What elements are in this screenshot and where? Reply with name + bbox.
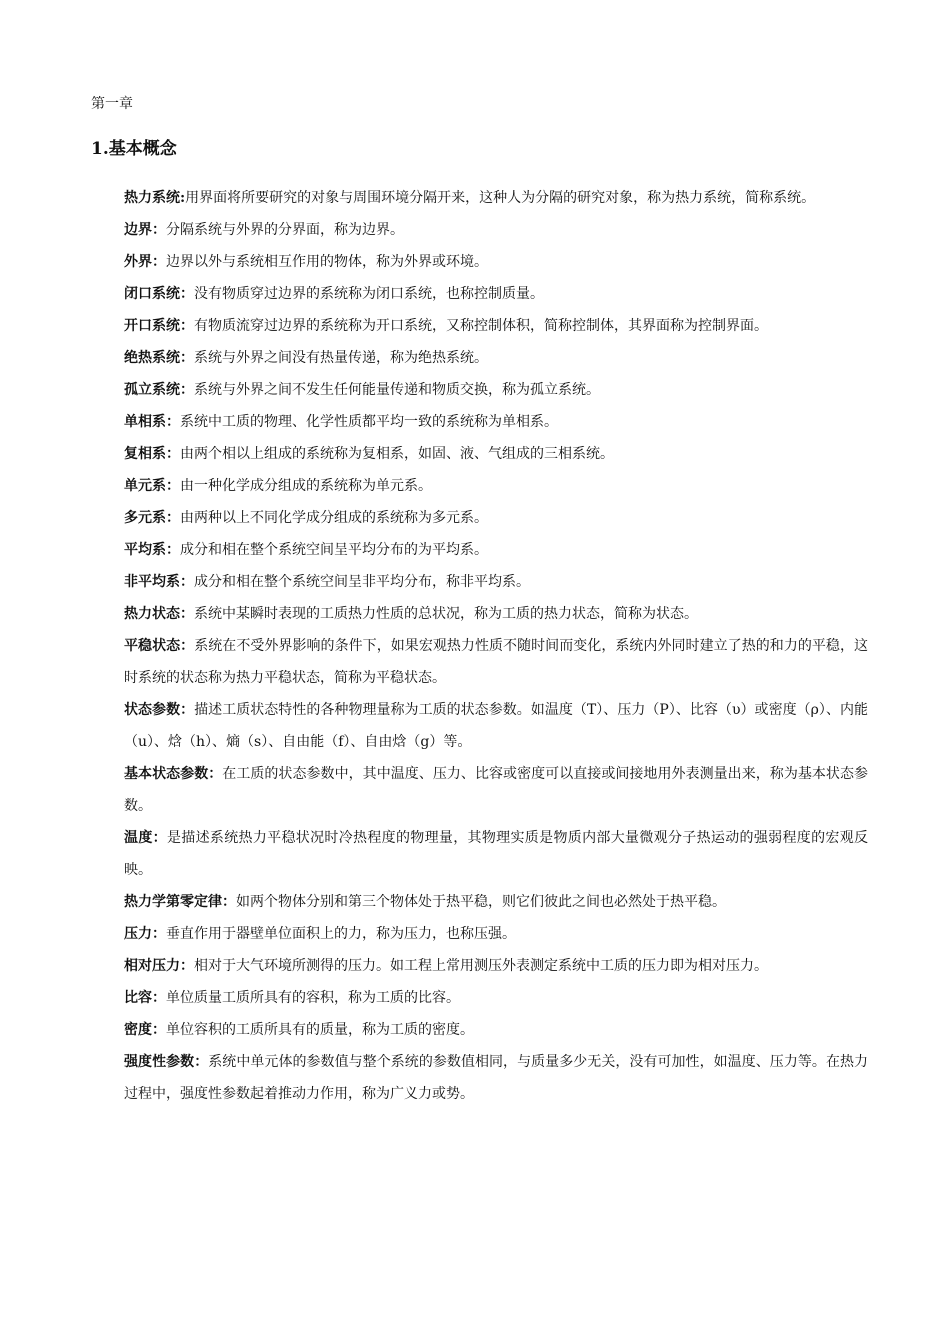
definition-text: 由两个相以上组成的系统称为复相系，如固、液、气组成的三相系统。 — [180, 446, 614, 462]
term-separator: ： — [194, 1054, 209, 1070]
term: 热力系统 — [124, 190, 180, 206]
definition-entry — [124, 438, 868, 470]
definition-entry — [124, 470, 868, 502]
term-separator: ： — [208, 766, 223, 782]
definition-entry — [124, 182, 868, 214]
term-separator: ： — [222, 894, 236, 910]
term-separator: ： — [180, 606, 194, 622]
chapter-heading: 第一章 — [91, 96, 133, 112]
definition-text: 单位容积的工质所具有的质量，称为工质的密度。 — [166, 1022, 474, 1038]
term: 平稳状态 — [124, 638, 181, 654]
term: 复相系 — [124, 446, 166, 462]
term: 多元系 — [124, 510, 166, 526]
definition-text: 如两个物体分别和第三个物体处于热平稳，则它们彼此之间也必然处于热平稳。 — [236, 894, 726, 910]
definition-text: 单位质量工质所具有的容积，称为工质的比容。 — [166, 990, 460, 1006]
definition-text: 是描述系统热力平稳状况时冷热程度的物理量，其物理实质是物质内部大量微观分子热运动的强弱程度的宏观反映。 — [124, 830, 869, 878]
definition-entry — [124, 534, 868, 566]
term: 基本状态参数 — [124, 766, 209, 782]
definition-text: 分隔系统与外界的分界面，称为边界。 — [166, 222, 404, 238]
term-separator: ： — [180, 382, 194, 398]
term: 开口系统 — [124, 318, 180, 334]
term-separator: ： — [180, 574, 194, 590]
definition-entry — [124, 1046, 868, 1110]
definition-entry — [124, 278, 868, 310]
term-separator: ： — [152, 254, 166, 270]
definitions-list — [124, 182, 868, 1110]
definition-entry — [124, 566, 868, 598]
definition-entry — [124, 598, 868, 630]
term: 强度性参数 — [124, 1054, 195, 1070]
term-separator: ： — [152, 222, 166, 238]
term-separator: ： — [152, 830, 167, 846]
definition-entry — [124, 982, 868, 1014]
definition-text: 描述工质状态特性的各种物理量称为工质的状态参数。如温度（T）、压力（P）、比容（υ）或密度（ρ）、内能（u）、焓（h）、熵（s）、自由能（f）、自由焓（g）等。 — [124, 702, 869, 750]
definition-entry — [124, 310, 868, 342]
term-separator: ： — [152, 1022, 166, 1038]
definition-entry — [124, 1014, 868, 1046]
definition-text: 由两种以上不同化学成分组成的系统称为多元系。 — [180, 510, 488, 526]
term: 比容 — [124, 990, 152, 1006]
definition-entry — [124, 918, 868, 950]
term: 边界 — [124, 222, 152, 238]
term: 平均系 — [124, 542, 166, 558]
term: 热力学第零定律 — [124, 894, 222, 910]
term-separator: ： — [180, 318, 194, 334]
term: 孤立系统 — [124, 382, 180, 398]
definition-entry — [124, 214, 868, 246]
definition-entry — [124, 502, 868, 534]
term-separator: ： — [166, 478, 180, 494]
term-separator: ： — [180, 638, 195, 654]
definition-text: 系统中某瞬时表现的工质热力性质的总状况，称为工质的热力状态，简称为状态。 — [194, 606, 698, 622]
term-separator: ： — [152, 990, 166, 1006]
definition-entry — [124, 950, 868, 982]
definition-text: 垂直作用于器壁单位面积上的力，称为压力，也称压强。 — [166, 926, 516, 942]
definition-entry — [124, 246, 868, 278]
term-separator: ： — [152, 926, 166, 942]
definition-entry — [124, 374, 868, 406]
definition-entry — [124, 758, 868, 822]
term: 密度 — [124, 1022, 152, 1038]
definition-entry — [124, 694, 868, 758]
term: 非平均系 — [124, 574, 180, 590]
definition-text: 相对于大气环境所测得的压力。如工程上常用测压外表测定系统中工质的压力即为相对压力。 — [194, 958, 768, 974]
term: 温度 — [124, 830, 153, 846]
definition-text: 系统中工质的物理、化学性质都平均一致的系统称为单相系。 — [180, 414, 558, 430]
term-separator: ： — [180, 286, 194, 302]
definition-entry — [124, 886, 868, 918]
definition-text: 系统与外界之间没有热量传递，称为绝热系统。 — [194, 350, 488, 366]
definition-entry — [124, 630, 868, 694]
term: 相对压力 — [124, 958, 180, 974]
term-separator: ： — [166, 542, 180, 558]
term: 压力 — [124, 926, 152, 942]
term-separator: ： — [166, 414, 180, 430]
definition-text: 用界面将所要研究的对象与周围环境分隔开来，这种人为分隔的研究对象，称为热力系统，简称系统。 — [185, 190, 816, 206]
term-separator: ： — [180, 958, 194, 974]
definition-text: 由一种化学成分组成的系统称为单元系。 — [180, 478, 432, 494]
term: 绝热系统 — [124, 350, 180, 366]
definition-text: 系统与外界之间不发生任何能量传递和物质交换，称为孤立系统。 — [194, 382, 600, 398]
definition-text: 系统中单元体的参数值与整个系统的参数值相同，与质量多少无关，没有可加性，如温度、压力等。在热力过程中，强度性参数起着推动力作用，称为广义力或势。 — [124, 1054, 869, 1102]
term: 外界 — [124, 254, 152, 270]
term-separator: ： — [166, 510, 180, 526]
definition-text: 成分和相在整个系统空间呈平均分布的为平均系。 — [180, 542, 488, 558]
definition-text: 边界以外与系统相互作用的物体，称为外界或环境。 — [166, 254, 488, 270]
definition-text: 系统在不受外界影响的条件下，如果宏观热力性质不随时间而变化，系统内外同时建立了热的和力的平稳，这时系统的状态称为热力平稳状态，简称为平稳状态。 — [124, 638, 869, 686]
definition-text: 没有物质穿过边界的系统称为闭口系统，也称控制质量。 — [194, 286, 544, 302]
term: 状态参数 — [124, 702, 181, 718]
term-separator: ： — [180, 702, 195, 718]
term-separator: ： — [180, 350, 194, 366]
definition-text: 成分和相在整个系统空间呈非平均分布，称非平均系。 — [194, 574, 530, 590]
term-separator: : — [180, 190, 186, 206]
term-separator: ： — [166, 446, 180, 462]
term: 热力状态 — [124, 606, 180, 622]
term: 单相系 — [124, 414, 166, 430]
term: 闭口系统 — [124, 286, 180, 302]
definition-entry — [124, 822, 868, 886]
definition-entry — [124, 406, 868, 438]
definition-text: 有物质流穿过边界的系统称为开口系统，又称控制体积，简称控制体，其界面称为控制界面。 — [194, 318, 768, 334]
definition-entry — [124, 342, 868, 374]
section-title: 1.基本概念 — [91, 139, 177, 159]
term: 单元系 — [124, 478, 166, 494]
definition-text: 在工质的状态参数中，其中温度、压力、比容或密度可以直接或间接地用外表测量出来，称为基本状态参数。 — [124, 766, 869, 814]
